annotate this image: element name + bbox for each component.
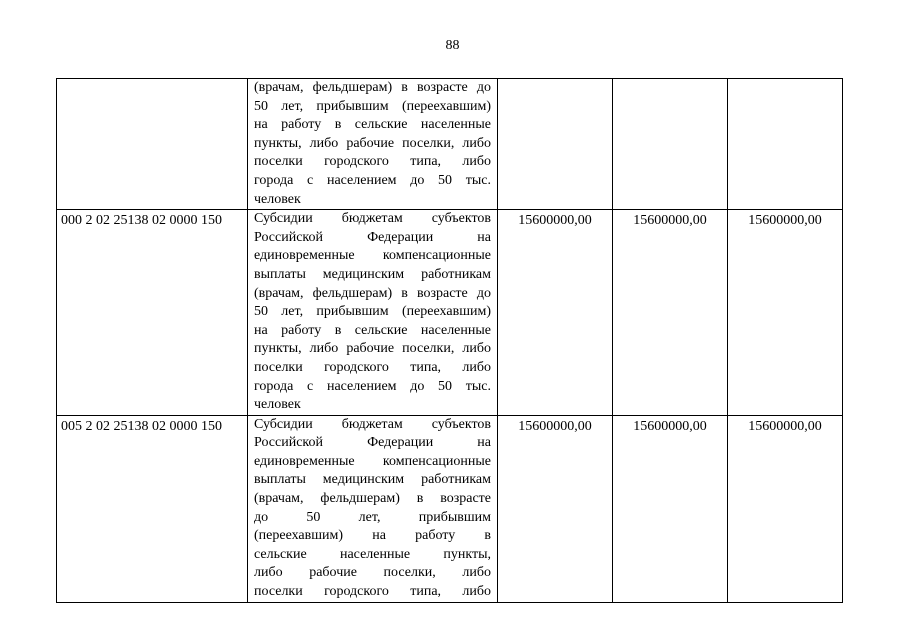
- description-line: (переехавшим) на работу в: [254, 528, 491, 544]
- amount-cell: 15600000,00: [613, 415, 728, 602]
- amount-cell: [728, 79, 843, 210]
- amount-cell: 15600000,00: [613, 210, 728, 416]
- budget-table: [56, 78, 843, 603]
- description-line: 50 лет, прибывшим (переехавшим): [254, 98, 491, 114]
- code-cell: 000 2 02 25138 02 0000 150: [57, 210, 248, 416]
- description-line: Субсидии бюджетам субъектов: [254, 416, 491, 432]
- table-row: [57, 210, 843, 416]
- code-cell: [57, 79, 248, 210]
- description-line: на работу в сельские населенные: [254, 322, 491, 338]
- description-line: поселки городского типа, либо: [254, 359, 491, 375]
- description-line: выплаты медицинским работникам: [254, 472, 491, 488]
- description-line: человек: [254, 397, 301, 413]
- amount-cell: 15600000,00: [498, 210, 613, 416]
- amount-cell: 15600000,00: [498, 415, 613, 602]
- table-row: [57, 415, 843, 602]
- page-number: 88: [445, 38, 460, 53]
- description-line: Субсидии бюджетам субъектов: [254, 211, 491, 227]
- description-line: (врачам, фельдшерам) в возрасте до: [254, 285, 491, 301]
- description-line: пункты, либо рабочие поселки, либо: [254, 341, 491, 357]
- description-line: (врачам, фельдшерам) в возрасте: [254, 491, 491, 507]
- description-line: человек: [254, 191, 301, 207]
- description-cell: [248, 79, 498, 210]
- description-line: поселки городского типа, либо: [254, 584, 491, 600]
- description-line: на работу в сельские населенные: [254, 117, 491, 133]
- description-line: поселки городского типа, либо: [254, 154, 491, 170]
- description-cell: [248, 415, 498, 602]
- description-line: до 50 лет, прибывшим: [254, 509, 491, 525]
- description-line: Российской Федерации на: [254, 435, 491, 451]
- amount-cell: 15600000,00: [728, 210, 843, 416]
- amount-cell: [498, 79, 613, 210]
- description-line: 50 лет, прибывшим (переехавшим): [254, 304, 491, 320]
- description-cell: [248, 210, 498, 416]
- description-line: выплаты медицинским работникам: [254, 266, 491, 282]
- description-line: единовременные компенсационные: [254, 453, 491, 469]
- description-line: (врачам, фельдшерам) в возрасте до: [254, 80, 491, 95]
- description-line: города с населением до 50 тыс.: [254, 172, 491, 188]
- description-line: Российской Федерации на: [254, 229, 491, 245]
- description-line: города с населением до 50 тыс.: [254, 378, 491, 394]
- description-line: сельские населенные пункты,: [254, 546, 491, 562]
- table-row: [57, 79, 843, 210]
- amount-cell: 15600000,00: [728, 415, 843, 602]
- description-line: пункты, либо рабочие поселки, либо: [254, 135, 491, 151]
- code-cell: 005 2 02 25138 02 0000 150: [57, 415, 248, 602]
- description-line: либо рабочие поселки, либо: [254, 565, 491, 581]
- amount-cell: [613, 79, 728, 210]
- description-line: единовременные компенсационные: [254, 248, 491, 264]
